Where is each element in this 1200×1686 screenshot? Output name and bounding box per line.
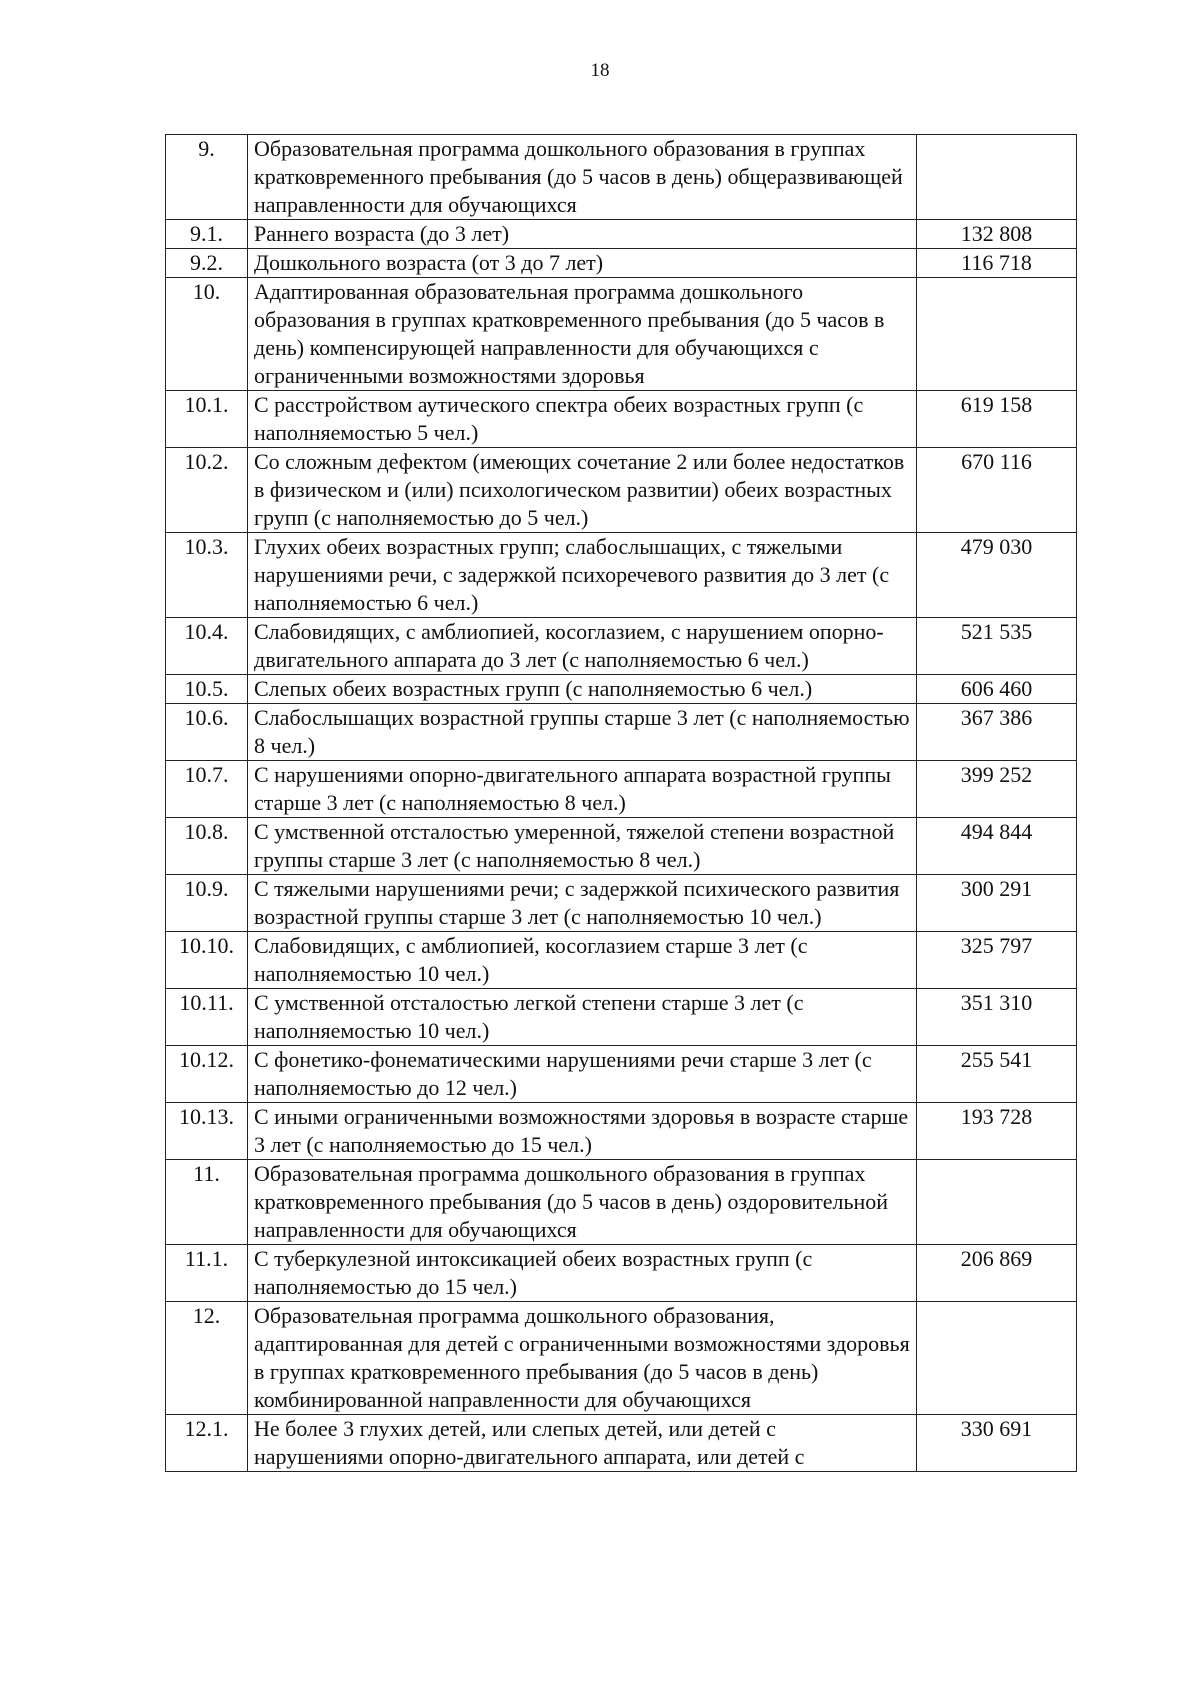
row-description: Не более 3 глухих детей, или слепых детей, или детей с нарушениями опорно-двигательного аппарата, или детей с	[248, 1415, 917, 1472]
row-value: 670 116	[917, 448, 1077, 533]
row-description: С расстройством аутического спектра обеих возрастных групп (с наполняемостью 5 чел.)	[248, 391, 917, 448]
row-number: 10.6.	[166, 704, 248, 761]
table-row	[166, 704, 1077, 761]
row-value: 367 386	[917, 704, 1077, 761]
table-row	[166, 1046, 1077, 1103]
row-number: 10.11.	[166, 989, 248, 1046]
row-description: Образовательная программа дошкольного образования, адаптированная для детей с ограниченными возможностями здоровья в группах кратковременного пребывания (до 5 часов в день) комбинированной направленности для обучающихся	[248, 1302, 917, 1415]
row-value: 330 691	[917, 1415, 1077, 1472]
row-number: 11.1.	[166, 1245, 248, 1302]
row-number: 9.1.	[166, 220, 248, 249]
row-number: 10.2.	[166, 448, 248, 533]
row-description: Слабослышащих возрастной группы старше 3 лет (с наполняемостью 8 чел.)	[248, 704, 917, 761]
table-row	[166, 448, 1077, 533]
table-row	[166, 1160, 1077, 1245]
row-value: 479 030	[917, 533, 1077, 618]
row-description: С туберкулезной интоксикацией обеих возрастных групп (с наполняемостью до 15 чел.)	[248, 1245, 917, 1302]
row-number: 9.2.	[166, 249, 248, 278]
row-value: 619 158	[917, 391, 1077, 448]
table-row	[166, 1415, 1077, 1472]
table-row	[166, 1245, 1077, 1302]
row-description: С умственной отсталостью умеренной, тяжелой степени возрастной группы старше 3 лет (с наполняемостью 8 чел.)	[248, 818, 917, 875]
row-value: 255 541	[917, 1046, 1077, 1103]
row-value: 521 535	[917, 618, 1077, 675]
row-value	[917, 1160, 1077, 1245]
table-row	[166, 1302, 1077, 1415]
row-number: 12.	[166, 1302, 248, 1415]
row-number: 10.13.	[166, 1103, 248, 1160]
row-number: 12.1.	[166, 1415, 248, 1472]
row-number: 10.3.	[166, 533, 248, 618]
tariff-table	[165, 134, 1077, 1472]
table-row	[166, 1103, 1077, 1160]
row-description: Дошкольного возраста (от 3 до 7 лет)	[248, 249, 917, 278]
row-number: 10.7.	[166, 761, 248, 818]
row-number: 10.4.	[166, 618, 248, 675]
row-description: С тяжелыми нарушениями речи; с задержкой психического развития возрастной группы старше 3 лет (с наполняемостью 10 чел.)	[248, 875, 917, 932]
table-row	[166, 391, 1077, 448]
row-value: 494 844	[917, 818, 1077, 875]
row-number: 10.8.	[166, 818, 248, 875]
row-number: 10.5.	[166, 675, 248, 704]
row-number: 10.1.	[166, 391, 248, 448]
row-description: Раннего возраста (до 3 лет)	[248, 220, 917, 249]
row-value: 193 728	[917, 1103, 1077, 1160]
table-row	[166, 533, 1077, 618]
row-number: 10.	[166, 278, 248, 391]
row-description: С умственной отсталостью легкой степени старше 3 лет (с наполняемостью 10 чел.)	[248, 989, 917, 1046]
table-row	[166, 220, 1077, 249]
table-row	[166, 278, 1077, 391]
row-value: 116 718	[917, 249, 1077, 278]
row-description: С фонетико-фонематическими нарушениями речи старше 3 лет (с наполняемостью до 12 чел.)	[248, 1046, 917, 1103]
page-number: 18	[590, 60, 610, 81]
table-row	[166, 761, 1077, 818]
row-value: 606 460	[917, 675, 1077, 704]
table-row	[166, 675, 1077, 704]
row-value: 351 310	[917, 989, 1077, 1046]
row-value: 325 797	[917, 932, 1077, 989]
row-value	[917, 135, 1077, 220]
row-description: Адаптированная образовательная программа дошкольного образования в группах кратковременного пребывания (до 5 часов в день) компенсирующей направленности для обучающихся с ограниченными возможностями здоровья	[248, 278, 917, 391]
row-description: Образовательная программа дошкольного образования в группах кратковременного пребывания (до 5 часов в день) общеразвивающей направленности для обучающихся	[248, 135, 917, 220]
row-description: Образовательная программа дошкольного образования в группах кратковременного пребывания (до 5 часов в день) оздоровительной направленности для обучающихся	[248, 1160, 917, 1245]
row-number: 11.	[166, 1160, 248, 1245]
table-row	[166, 932, 1077, 989]
row-number: 10.12.	[166, 1046, 248, 1103]
row-value	[917, 1302, 1077, 1415]
row-description: Глухих обеих возрастных групп; слабослышащих, с тяжелыми нарушениями речи, с задержкой психоречевого развития до 3 лет (с наполняемостью 6 чел.)	[248, 533, 917, 618]
row-number: 9.	[166, 135, 248, 220]
row-value: 132 808	[917, 220, 1077, 249]
row-value: 206 869	[917, 1245, 1077, 1302]
row-description: Слепых обеих возрастных групп (с наполняемостью 6 чел.)	[248, 675, 917, 704]
row-description: Со сложным дефектом (имеющих сочетание 2 или более недостатков в физическом и (или) психологическом развитии) обеих возрастных групп (с наполняемостью до 5 чел.)	[248, 448, 917, 533]
row-description: Слабовидящих, с амблиопией, косоглазием, с нарушением опорно-двигательного аппарата до 3 лет (с наполняемостью 6 чел.)	[248, 618, 917, 675]
row-description: Слабовидящих, с амблиопией, косоглазием старше 3 лет (с наполняемостью 10 чел.)	[248, 932, 917, 989]
table-row	[166, 989, 1077, 1046]
table-row	[166, 818, 1077, 875]
table-body	[166, 135, 1077, 1472]
row-value: 399 252	[917, 761, 1077, 818]
table-row	[166, 618, 1077, 675]
row-description: С иными ограниченными возможностями здоровья в возрасте старше 3 лет (с наполняемостью до 15 чел.)	[248, 1103, 917, 1160]
table-row	[166, 875, 1077, 932]
row-number: 10.9.	[166, 875, 248, 932]
row-number: 10.10.	[166, 932, 248, 989]
row-description: С нарушениями опорно-двигательного аппарата возрастной группы старше 3 лет (с наполняемостью 8 чел.)	[248, 761, 917, 818]
row-value: 300 291	[917, 875, 1077, 932]
table-row	[166, 249, 1077, 278]
row-value	[917, 278, 1077, 391]
table-row	[166, 135, 1077, 220]
